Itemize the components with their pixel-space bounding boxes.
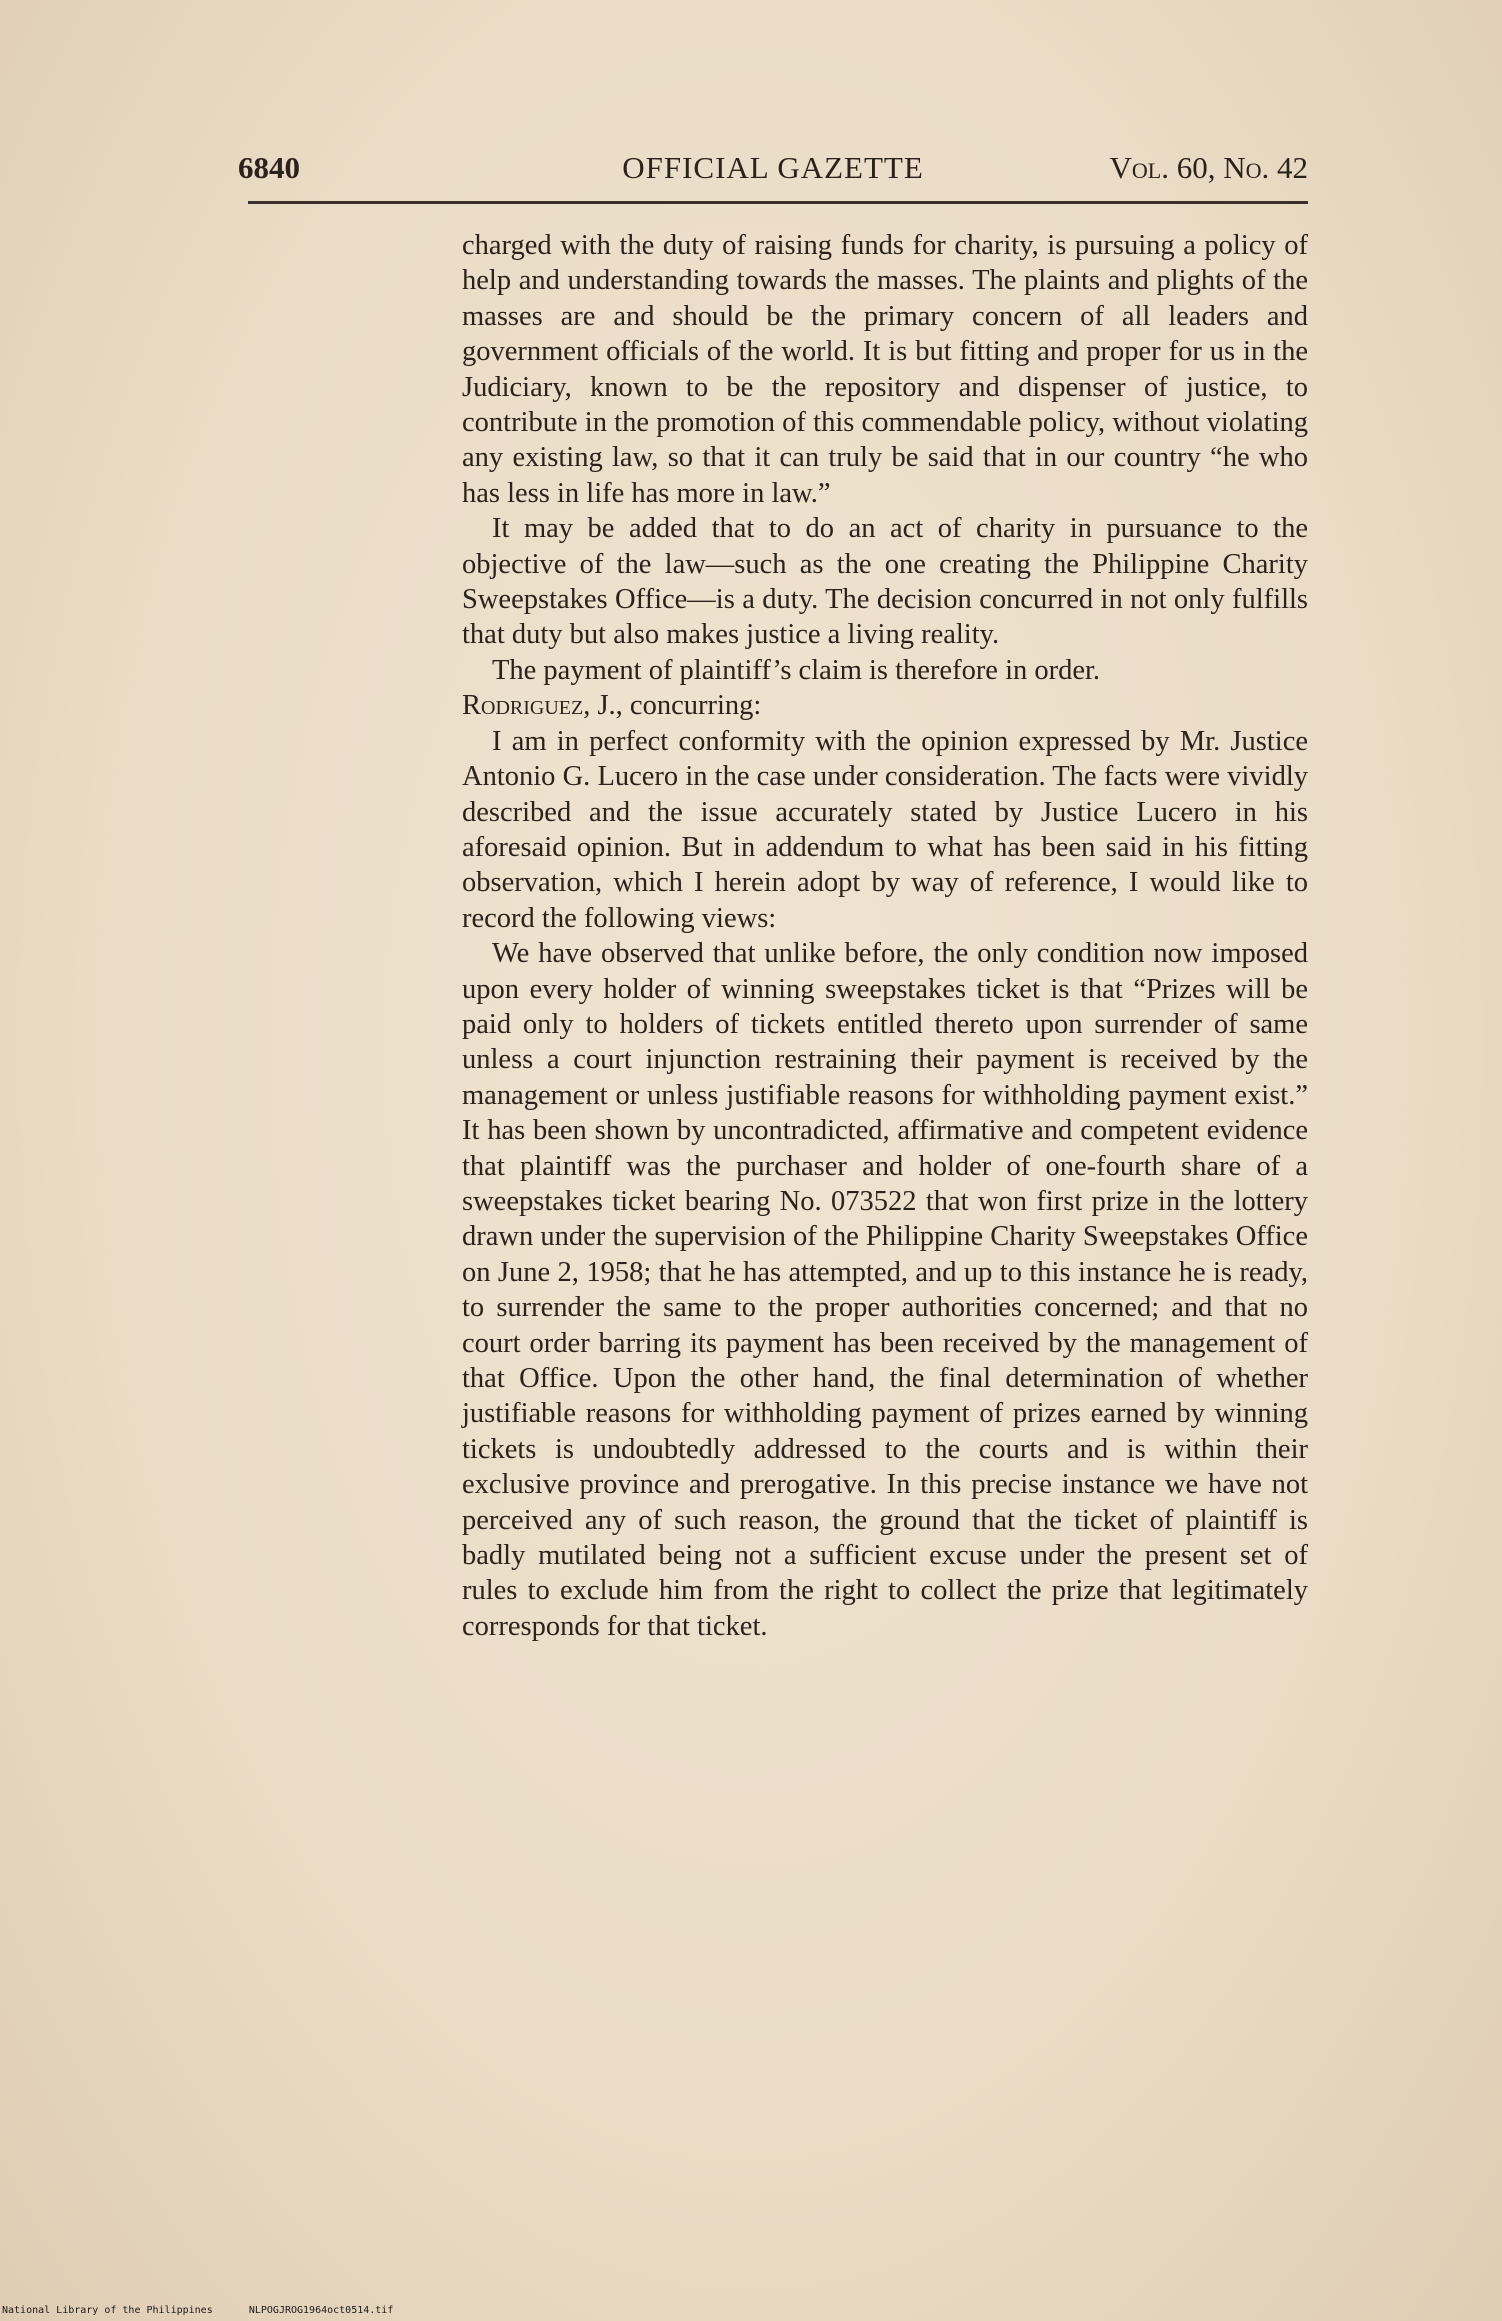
page-header [238,148,1308,188]
body-text [462,228,1308,1644]
paragraph: I am in perfect conformity with the opinion expressed by Mr. Justice Antonio G. Lucero in the case under consideration. The facts were vividly described and the issue accurately stated by Justice Lucero in his aforesaid opinion. But in addendum to what has been said in his fitting observation, which I herein adopt by way of reference, I would like to record the following views: [462,725,1308,934]
footer-file: NLPOGJROG1964oct0514.tif [248,2305,394,2316]
header-rule [248,201,1308,204]
publication-title: OFFICIAL GAZETTE [622,150,924,185]
byline-suffix: , J., concurring: [583,690,762,722]
paragraph: It may be added that to do an act of charity in pursuance to the objective of the law—such as the one creating the Philippine Charity Sweepstakes Office—is a duty. The decision concurred in not only fulfills that duty but also makes justice a living reality. [462,513,1308,651]
paragraph: We have observed that unlike before, the only condition now imposed upon every holder of winning sweepstakes ticket is that “Prizes will be paid only to holders of tickets entitled thereto upon surrender of same unless a court injunction restraining their payment is received by the management or unless justifiable reasons for withholding payment exist.” It has been shown by uncontradicted, affirmative and competent evidence that plaintiff was the purchaser and holder of one-fourth share of a sweepstakes ticket bearing No. 073522 that won first prize in the lottery drawn under the supervision of the Philippine Charity Sweepstakes Office on June 2, 1958; that he has attempted, and up to this instance he is ready, to surrender the same to the proper authorities concerned; and that no court order barring its payment has been received by the management of that Office. Upon the other hand, the final determination of whether justifiable reasons for withholding payment of prizes earned by winning tickets is undoubtedly addressed to the courts and is within their exclusive province and prerogative. In this precise instance we have not perceived any of such reason, the ground that the ticket of plaintiff is badly mutilated being not a sufficient excuse under the present set of rules to exclude him from the right to collect the prize that legitimately corresponds for that ticket. [462,938,1308,1642]
footer-source: National Library of the Philippines [2,2305,213,2316]
scan-footer [2,2305,393,2317]
paragraph: charged with the duty of raising funds for charity, is pursuing a policy of help and understanding towards the masses. The plaints and plights of the masses are and should be the primary concern of all leaders and government officials of the world. It is but fitting and proper for us in the Judiciary, known to be the repository and dispenser of justice, to contribute in the promotion of this commendable policy, without violating any existing law, so that it can truly be said that in our country “he who has less in life has more in law.” [462,230,1308,509]
justice-name: Rodriguez [462,690,584,722]
paragraph: The payment of plaintiff’s claim is therefore in order. [492,654,1101,686]
volume-issue: Vol. 60, No. 42 [1109,150,1308,185]
page-number: 6840 [238,150,300,185]
concurring-byline [462,688,1308,723]
